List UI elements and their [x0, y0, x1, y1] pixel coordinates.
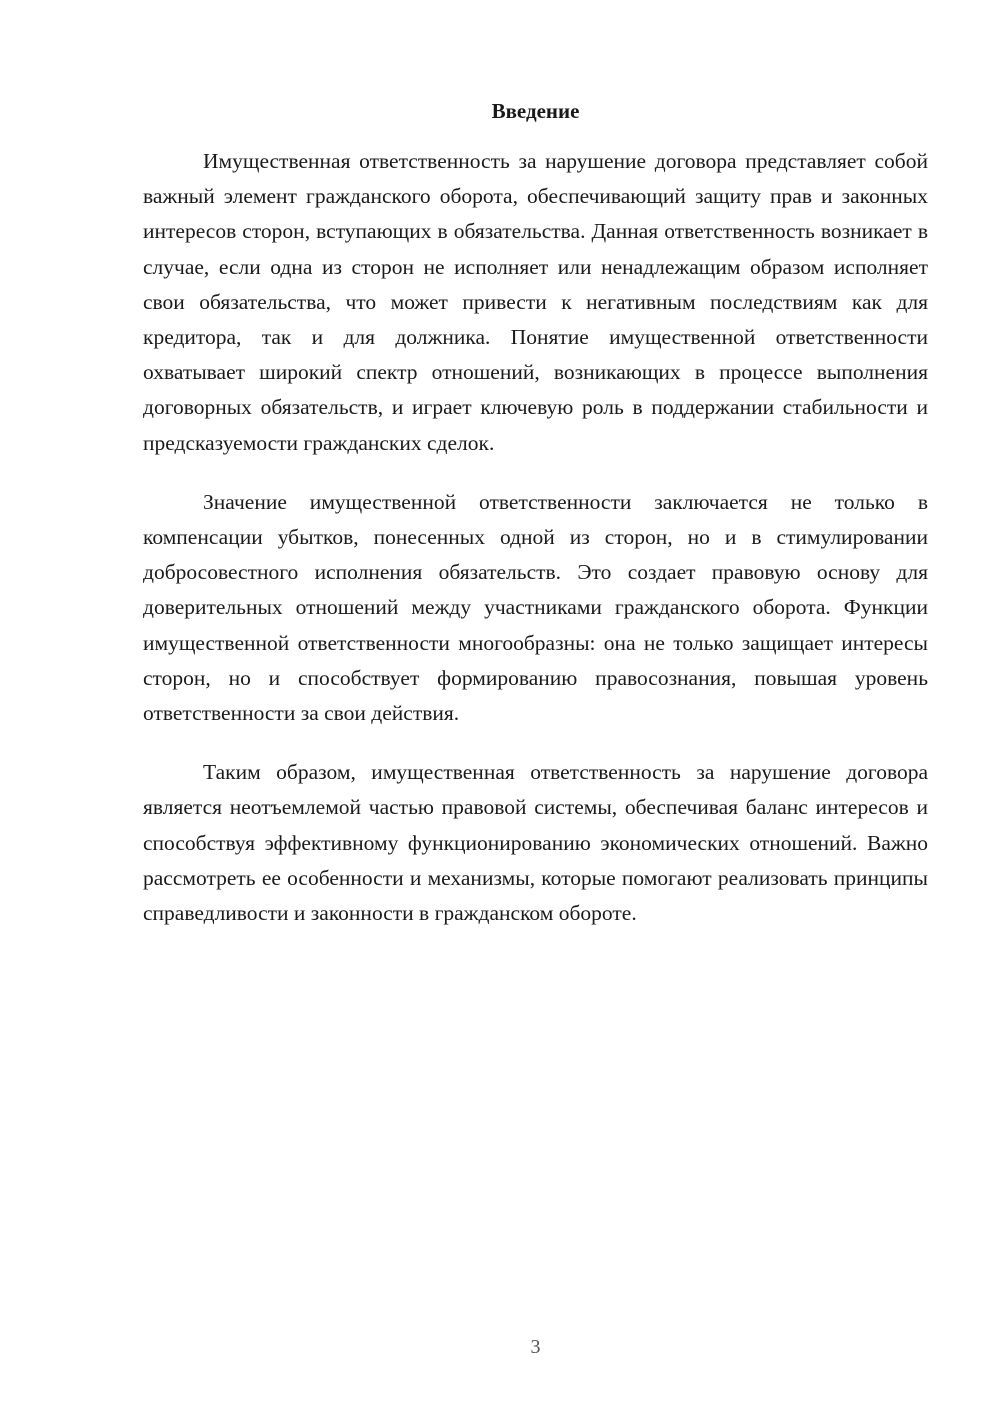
paragraph-1: Имущественная ответственность за нарушение договора представляет собой важный элемент гражданского оборота, обеспечивающий защиту прав и законных интересов сторон, вступающих в обязательства. Данная ответственность возникает в случае, если одна из сторон не исполняет или ненадлежащим образом исполняет свои обязательства, что может привести к негативным последствиям как для кредитора, так и для должника. Понятие имущественной ответственности охватывает широкий спектр отношений, возникающих в процессе выполнения договорных обязательств, и играет ключевую роль в поддержании стабильности и предсказуемости гражданских сделок.	[143, 149, 928, 455]
page-number: 3	[530, 1336, 541, 1358]
section-heading: Введение	[491, 99, 580, 123]
document-body	[143, 144, 928, 955]
paragraph-2: Значение имущественной ответственности заключается не только в компенсации убытков, понесенных одной из сторон, но и в стимулировании добросовестного исполнения обязательств. Это создает правовую основу для доверительных отношений между участниками гражданского оборота. Функции имущественной ответственности многообразны: она не только защищает интересы сторон, но и способствует формированию правосознания, повышая уровень ответственности за свои действия.	[143, 489, 928, 726]
paragraph-3: Таким образом, имущественная ответственность за нарушение договора является неотъемлемой частью правовой системы, обеспечивая баланс интересов и способствуя эффективному функционированию экономических отношений. Важно рассмотреть ее особенности и механизмы, которые помогают реализовать принципы справедливости и законности в гражданском обороте.	[143, 760, 928, 926]
